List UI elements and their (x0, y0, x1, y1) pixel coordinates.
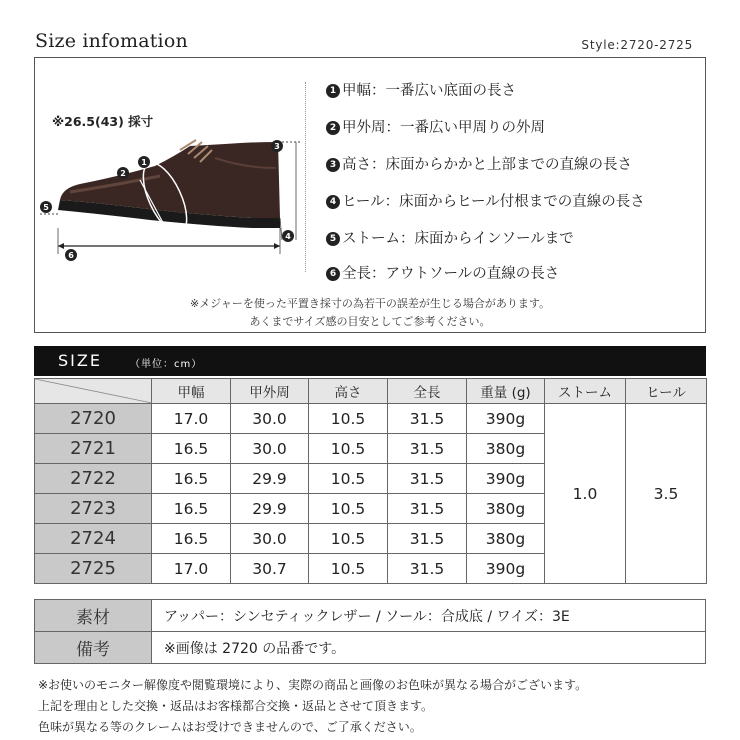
column-header: 高さ (309, 379, 388, 404)
width-cell: 17.0 (152, 404, 231, 434)
table-header-row (35, 379, 707, 404)
width-cell: 17.0 (152, 554, 231, 584)
style-code: Style:2720-2725 (581, 38, 693, 52)
legend-item: 6 全長：アウトソールの直線の長さ (326, 262, 559, 283)
length-cell: 31.5 (388, 524, 467, 554)
size-cell: 2725 (35, 554, 152, 584)
length-cell: 31.5 (388, 464, 467, 494)
column-header: 全長 (388, 379, 467, 404)
girth-cell: 30.0 (231, 404, 309, 434)
width-cell: 16.5 (152, 434, 231, 464)
girth-cell: 29.9 (231, 494, 309, 524)
girth-cell: 30.0 (231, 524, 309, 554)
width-cell: 16.5 (152, 494, 231, 524)
height-cell: 10.5 (309, 404, 388, 434)
material-label: 素材 (35, 600, 152, 632)
legend-item: 1 甲幅：一番広い底面の長さ (326, 79, 516, 100)
weight-cell: 380g (467, 494, 545, 524)
marker-2: 2 (120, 169, 126, 178)
legend-item: 2 甲外周：一番広い甲周りの外周 (326, 116, 545, 137)
footer-note: 色味が異なる等のクレームはお受けできませんので、ご了承ください。 (38, 720, 422, 734)
marker-3: 3 (274, 142, 280, 151)
girth-cell: 29.9 (231, 464, 309, 494)
weight-cell: 390g (467, 404, 545, 434)
length-cell: 31.5 (388, 494, 467, 524)
column-header: 重量 (g) (467, 379, 545, 404)
size-cell: 2722 (35, 464, 152, 494)
size-cell: 2721 (35, 434, 152, 464)
remarks-row (35, 632, 706, 664)
material-table (34, 599, 706, 664)
size-cell: 2723 (35, 494, 152, 524)
marker-5: 5 (43, 203, 49, 212)
weight-cell: 380g (467, 434, 545, 464)
material-value: アッパー：シンセティックレザー / ソール：合成底 / ワイズ：3E (152, 600, 706, 632)
size-cell: 2724 (35, 524, 152, 554)
size-unit: （単位：cm） (130, 359, 203, 370)
page-title: Size infomation (35, 30, 188, 52)
height-cell: 10.5 (309, 494, 388, 524)
marker-6: 6 (68, 251, 74, 260)
legend-item: 4 ヒール：床面からヒール付根までの直線の長さ (326, 190, 645, 211)
table-row (35, 404, 707, 434)
weight-cell: 390g (467, 464, 545, 494)
footer-note: ※お使いのモニター解像度や閲覧環境により、実際の商品と画像のお色味が異なる場合がございます。 (38, 678, 588, 692)
footer-note: 上記を理由とした交換・返品はお客様都合交換・返品とさせて頂きます。 (38, 699, 434, 713)
remarks-value: ※画像は 2720 の品番です。 (152, 632, 706, 664)
material-row (35, 600, 706, 632)
height-cell: 10.5 (309, 524, 388, 554)
remarks-label: 備考 (35, 632, 152, 664)
measurement-note: ※メジャーを使った平置き採寸の為若干の誤差が生じる場合があります。 (189, 297, 551, 310)
legend-item: 3 高さ：床面からかかと上部までの直線の長さ (326, 153, 632, 174)
height-cell: 10.5 (309, 464, 388, 494)
size-cell: 2720 (35, 404, 152, 434)
size-table-header (34, 346, 706, 376)
marker-4: 4 (285, 232, 291, 241)
legend-item: 5 ストーム：床面からインソールまで (326, 227, 574, 248)
weight-cell: 390g (467, 554, 545, 584)
column-header: 甲幅 (152, 379, 231, 404)
size-table (34, 378, 707, 584)
height-cell: 10.5 (309, 434, 388, 464)
weight-cell: 380g (467, 524, 545, 554)
length-cell: 31.5 (388, 404, 467, 434)
length-cell: 31.5 (388, 434, 467, 464)
column-header: 甲外周 (231, 379, 309, 404)
width-cell: 16.5 (152, 524, 231, 554)
size-label: SIZE (58, 351, 102, 370)
heel-cell: 3.5 (626, 404, 707, 584)
column-header: ヒール (626, 379, 707, 404)
girth-cell: 30.0 (231, 434, 309, 464)
length-cell: 31.5 (388, 554, 467, 584)
storm-cell: 1.0 (545, 404, 626, 584)
column-header: ストーム (545, 379, 626, 404)
marker-1: 1 (141, 158, 147, 167)
width-cell: 16.5 (152, 464, 231, 494)
girth-cell: 30.7 (231, 554, 309, 584)
sample-size-note: ※26.5(43) 採寸 (52, 114, 154, 129)
height-cell: 10.5 (309, 554, 388, 584)
panel-divider (305, 82, 306, 272)
corner-cell (35, 379, 152, 404)
measurement-note: あくまでサイズ感の目安としてご参考ください。 (249, 315, 491, 328)
shoe-diagram (40, 128, 310, 268)
